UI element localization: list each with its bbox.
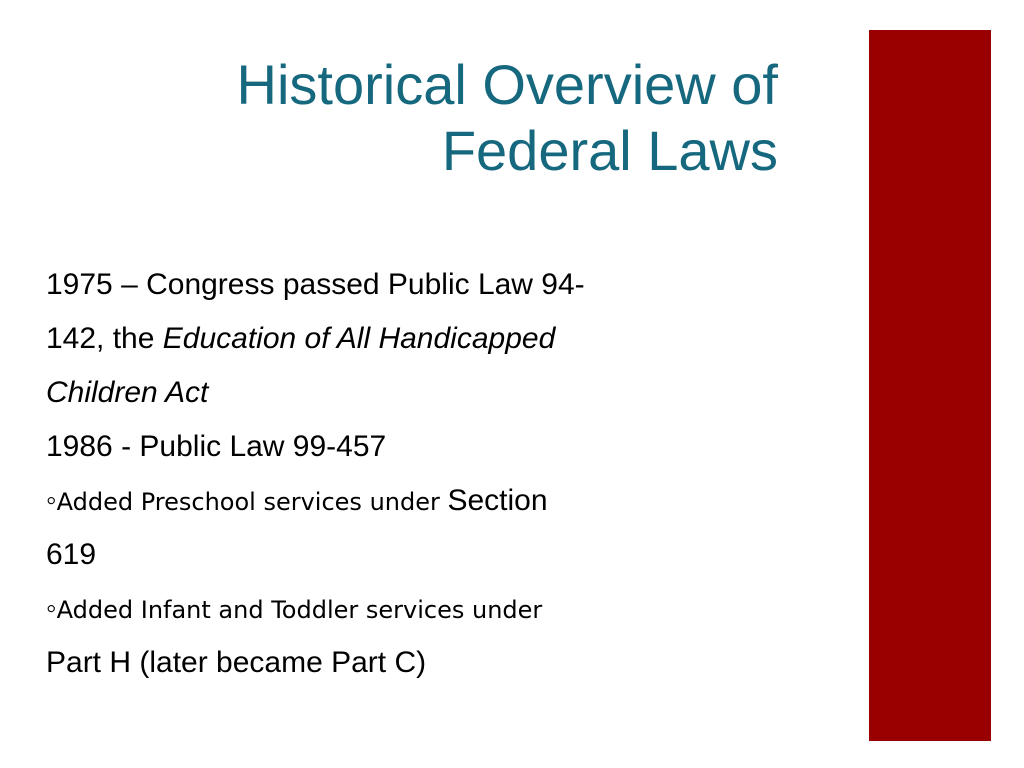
body-line-preschool	[46, 474, 776, 528]
infant-toddler-text: Added Infant and Toddler services under	[56, 596, 543, 624]
slide-body	[46, 258, 776, 690]
body-line-619: 619	[46, 538, 97, 571]
slide-title	[60, 52, 778, 184]
pl-prefix: 142, the	[46, 322, 163, 355]
body-line-1986: 1986 - Public Law 99-457	[46, 430, 387, 463]
preschool-text: Added Preschool services under	[56, 488, 448, 516]
body-line-act-title	[46, 366, 776, 420]
title-line-2: Federal Laws	[441, 119, 778, 182]
title-line-1: Historical Overview of	[236, 53, 778, 116]
act-title-part-1: Education of All Handicapped	[162, 322, 556, 355]
section-text: Section	[447, 484, 548, 517]
body-line-1975: 1975 – Congress passed Public Law 94-	[46, 268, 585, 301]
body-line-part-h: Part H (later became Part C)	[46, 646, 427, 679]
bullet-icon: ◦	[46, 592, 57, 625]
body-line-infant-toddler	[46, 582, 776, 636]
bullet-icon: ◦	[46, 484, 57, 517]
accent-bar	[869, 30, 991, 741]
act-title-part-2: Children Act	[46, 376, 209, 409]
body-line-pl-94-142	[46, 312, 776, 366]
